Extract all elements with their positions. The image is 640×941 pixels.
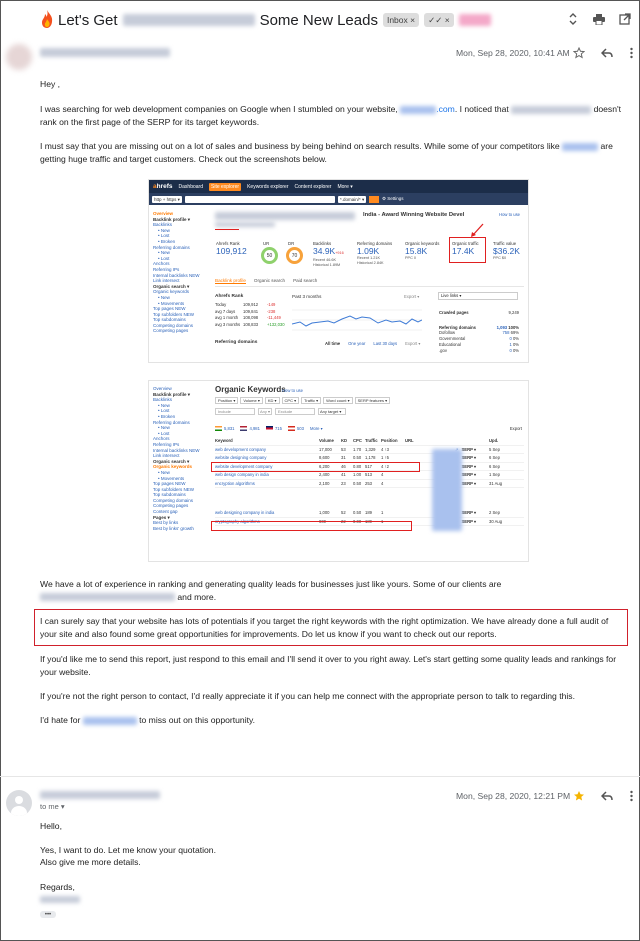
paragraph-5: If you'd like me to send this report, just respond to this email and I'll send it over to you right away. Let's start getting some quality leads and rankings for your website. bbox=[40, 654, 617, 677]
rd-percent: 69% bbox=[509, 330, 519, 335]
redacted-subject bbox=[123, 14, 255, 26]
filter-dropdown[interactable]: CPC ▾ bbox=[282, 397, 300, 404]
nav-link[interactable]: Competing pages bbox=[153, 328, 189, 334]
stat-ahrefs-rank: Ahrefs Rank 109,912 bbox=[216, 241, 247, 256]
live-links-select[interactable]: Live links ▾ bbox=[438, 292, 518, 300]
cpc-cell: 1.00 bbox=[353, 472, 362, 478]
referring-domains-title: Referring domains bbox=[215, 340, 258, 345]
column-header[interactable]: Upd. bbox=[489, 438, 499, 444]
kd-cell: 53 bbox=[341, 446, 346, 452]
redacted-site-url bbox=[215, 212, 355, 220]
keywords-header-row bbox=[215, 437, 524, 446]
country-gb[interactable] bbox=[266, 426, 282, 431]
message-separator bbox=[0, 776, 640, 777]
traffic-cell: 1,178 bbox=[365, 455, 376, 461]
nav-dashboard[interactable]: Dashboard bbox=[178, 183, 203, 190]
rd-count: 0 bbox=[509, 348, 512, 353]
subject-part-2: Some New Leads bbox=[259, 11, 378, 29]
volume-cell: 2,400 bbox=[319, 472, 330, 478]
rd-count: 758 bbox=[502, 330, 510, 335]
rank-delta: -238 bbox=[267, 308, 276, 314]
header-actions bbox=[566, 12, 632, 26]
nav-link[interactable]: Best by links bbox=[153, 520, 179, 526]
paragraph-2 bbox=[40, 140, 630, 165]
tabs-divider bbox=[215, 286, 524, 287]
position-cell: 1 ↑5 bbox=[381, 455, 389, 461]
include-exclude-bar bbox=[215, 408, 346, 415]
cpc-cell: 1.70 bbox=[353, 446, 362, 452]
nav-section-heading: Pages ▾ bbox=[153, 514, 170, 520]
filter-dropdown[interactable]: Word count ▾ bbox=[323, 397, 353, 404]
protocol-select[interactable]: http + https ▾ bbox=[152, 196, 182, 203]
serp-dropdown[interactable]: SERP ▾ bbox=[461, 510, 477, 516]
redacted-signature bbox=[40, 896, 80, 903]
red-arrow-icon bbox=[469, 223, 485, 239]
nav-link[interactable]: • New bbox=[158, 227, 170, 233]
updated-cell: 5 Sep bbox=[489, 446, 500, 452]
rank-delta: -149 bbox=[267, 302, 276, 307]
keyword-row[interactable] bbox=[215, 509, 524, 518]
position-cell: 1 bbox=[381, 510, 384, 516]
tab-one-year[interactable]: One year bbox=[348, 341, 366, 346]
ahrefs-navbar bbox=[149, 180, 528, 193]
how-to-use-link-2[interactable]: How to use bbox=[282, 388, 303, 393]
nav-link[interactable]: Competing domains bbox=[153, 497, 194, 503]
nav-section-heading: Backlink profile ▾ bbox=[153, 391, 191, 397]
nav-link[interactable]: Anchors bbox=[153, 436, 170, 442]
p1-text-c: doesn't rank on the first page of the SERP for its target keywords. bbox=[40, 104, 622, 127]
settings-link[interactable]: ⚙ Settings bbox=[382, 196, 404, 201]
stat-dr: DR bbox=[288, 241, 295, 246]
subject-part-1: Let's Get bbox=[58, 11, 118, 29]
nav-link[interactable]: Top pages NEW bbox=[153, 481, 186, 487]
volume-cell: 17,000 bbox=[319, 446, 332, 452]
nav-section-heading: Backlink profile ▾ bbox=[153, 216, 191, 222]
rd-breakdown-value bbox=[509, 348, 519, 354]
cpc-cell: 0.00 bbox=[353, 518, 362, 524]
open-new-window-icon[interactable] bbox=[618, 12, 632, 26]
star-icon[interactable] bbox=[572, 46, 586, 60]
search-button[interactable] bbox=[369, 196, 379, 203]
nav-link[interactable]: Competing pages bbox=[153, 503, 189, 509]
more-options-icon-2[interactable] bbox=[628, 789, 634, 803]
organic-traffic-highlight bbox=[449, 237, 486, 263]
keyword-row[interactable] bbox=[215, 471, 524, 480]
nav-link[interactable]: • Lost bbox=[158, 430, 170, 436]
nav-link[interactable]: Internal backlinks NEW bbox=[153, 447, 200, 453]
nav-link[interactable]: • Lost bbox=[158, 233, 170, 239]
referring-domains-breakdown: Referring domains 1,093 100% Dofollow 758 69% Governmental 0 0% Educational 1 0% .gov 0 0% bbox=[439, 325, 519, 353]
nav-keywords-explorer[interactable]: Keywords explorer bbox=[247, 183, 289, 190]
p2-text-a: I must say that you are missing out on a lot of sales and business by being behind on search results. While some of your competitors like bbox=[40, 141, 560, 151]
flag-us-icon bbox=[240, 426, 247, 431]
red-underline bbox=[215, 229, 239, 230]
nav-link[interactable]: Backlinks bbox=[153, 397, 173, 403]
tab-all-time[interactable]: All time bbox=[325, 341, 341, 346]
redacted-sender-name bbox=[40, 48, 170, 57]
redacted-website bbox=[400, 106, 436, 114]
country-ca[interactable] bbox=[288, 426, 304, 431]
paragraph-1 bbox=[40, 103, 630, 128]
row-gap bbox=[215, 488, 524, 509]
stat-organic-traffic: Organic traffic 17.4K bbox=[452, 241, 479, 256]
ahrefs-rank-table: Ahrefs Rank Today 109,912 -149 avg 7 days 109,841 -238 avg 1 month 108,098 -11,449 avg 3 months 108,833 +132,030 bbox=[215, 294, 285, 327]
column-header[interactable]: URL bbox=[405, 438, 414, 444]
rank-chart-label: Past 3 months bbox=[292, 294, 322, 299]
serp-dropdown[interactable]: SERP ▾ bbox=[461, 455, 477, 461]
nav-link[interactable]: Overview bbox=[153, 211, 174, 216]
rd-breakdown-label: Educational bbox=[439, 342, 461, 347]
export-button[interactable]: Export bbox=[509, 426, 522, 431]
filter-bar bbox=[215, 397, 390, 404]
rank-label: avg 1 month bbox=[215, 315, 239, 320]
ahrefs-left-nav-2 bbox=[149, 386, 207, 531]
tab-last-30-days[interactable]: Last 30 days bbox=[373, 341, 398, 346]
tab-paid-search[interactable]: Paid search bbox=[293, 278, 318, 283]
country-count: 715 bbox=[274, 426, 282, 431]
kd-cell: 52 bbox=[341, 510, 346, 516]
traffic-cell: 517 bbox=[365, 463, 372, 469]
nav-link[interactable]: • Movements bbox=[158, 475, 185, 481]
serp-dropdown[interactable]: SERP ▾ bbox=[461, 446, 477, 452]
ahrefs-left-nav bbox=[149, 211, 207, 334]
cpc-cell: 0.50 bbox=[353, 455, 362, 461]
nav-link[interactable]: • New bbox=[158, 250, 170, 256]
stat-backlinks: Backlinks 34.9K+916 Recent 46.6K Historical 1.89M bbox=[313, 241, 344, 267]
nav-link[interactable]: Top subdomains bbox=[153, 492, 186, 498]
redacted-urls bbox=[432, 449, 462, 531]
nav-link[interactable]: Referring IPs bbox=[153, 441, 180, 447]
updated-cell: 1 Sep bbox=[489, 472, 500, 478]
traffic-cell: 189 bbox=[365, 518, 372, 524]
volume-cell: 1,000 bbox=[319, 510, 330, 516]
ahrefs-overview-screenshot bbox=[148, 179, 529, 363]
cpc-cell: 0.50 bbox=[353, 510, 362, 516]
redacted-company-2 bbox=[83, 717, 137, 725]
p3-text-b: and more. bbox=[177, 591, 217, 602]
kd-cell: 23 bbox=[341, 480, 346, 486]
paragraph-4: I can surely say that your website has lots of potentials if you target the right keywords with the right optimization. We have already done a full audit of your site and also found some great opportunities for improvements. Do let us know if you want to check out our reports. bbox=[40, 616, 609, 639]
redacted-competitor bbox=[562, 143, 598, 151]
paragraph-3 bbox=[40, 578, 630, 603]
tab-backlink-profile[interactable]: Backlink profile bbox=[215, 278, 246, 283]
reply-actions bbox=[572, 789, 634, 803]
mode-select[interactable]: *.domain/* ▾ bbox=[340, 196, 365, 202]
filter-dropdown[interactable]: KD ▾ bbox=[265, 397, 280, 404]
country-us[interactable] bbox=[240, 426, 259, 431]
country-count: 4,981 bbox=[249, 426, 260, 431]
referring-domains-tabs bbox=[325, 341, 420, 346]
nav-link[interactable]: • New bbox=[158, 469, 170, 475]
rank-label: avg 7 days bbox=[215, 308, 236, 314]
nav-link[interactable]: Overview bbox=[153, 386, 172, 391]
kd-cell: 31 bbox=[341, 455, 346, 461]
keyword-cell[interactable]: website designing company bbox=[215, 455, 267, 461]
ahrefs-search-row bbox=[149, 193, 528, 205]
nav-link[interactable]: • Broken bbox=[158, 413, 176, 419]
position-cell: 4 ↑2 bbox=[381, 463, 389, 469]
rank-value: 108,833 bbox=[243, 321, 259, 327]
show-trimmed-content-button[interactable]: ••• bbox=[40, 911, 56, 918]
nav-link[interactable]: Top subdomains bbox=[153, 317, 186, 323]
serp-dropdown[interactable]: SERP ▾ bbox=[461, 480, 477, 486]
message-date: Mon, Sep 28, 2020, 10:41 AM bbox=[456, 48, 570, 58]
stat-ur: UR bbox=[263, 241, 270, 246]
nav-more[interactable]: More ▾ bbox=[337, 183, 353, 190]
exclude-input[interactable]: Exclude bbox=[275, 408, 315, 415]
volume-cell: 2,100 bbox=[319, 480, 330, 486]
reply-regards: Regards, bbox=[40, 882, 75, 892]
recipient-details[interactable]: to me ▾ bbox=[40, 802, 65, 811]
rank-delta: -11,449 bbox=[267, 315, 281, 320]
url-input[interactable] bbox=[185, 196, 335, 203]
redacted-label bbox=[459, 14, 491, 26]
crawled-pages-row: Crawled pages 9,249 bbox=[439, 310, 519, 315]
rank-value: 109,912 bbox=[243, 302, 259, 307]
dr-donut: 70 bbox=[286, 247, 303, 264]
tab-organic-search[interactable]: Organic search bbox=[253, 278, 286, 283]
print-icon[interactable] bbox=[592, 12, 606, 26]
reply-line-2: Also give me more details. bbox=[40, 857, 141, 867]
serp-dropdown[interactable]: SERP ▾ bbox=[461, 472, 477, 478]
position-cell: 4 bbox=[381, 480, 384, 486]
reply-line-1: Yes, I want to do. Let me know your quotation. bbox=[40, 845, 216, 855]
email-subject bbox=[40, 10, 491, 30]
flag-gb-icon bbox=[266, 426, 273, 431]
nav-content-explorer[interactable]: Content explorer bbox=[294, 183, 332, 190]
rank-row bbox=[215, 322, 285, 329]
p3-text-a: We have a lot of experience in ranking and generating quality leads for businesses just like yours. Some of our clients are bbox=[40, 579, 502, 589]
filter-dropdown[interactable]: SERP features ▾ bbox=[355, 397, 391, 404]
nav-link[interactable]: Link intersect bbox=[153, 453, 180, 459]
country-in[interactable] bbox=[215, 426, 234, 431]
rd-breakdown-label: Dofollow bbox=[439, 330, 456, 335]
keyword-cell[interactable]: encryption algorithms bbox=[215, 480, 255, 486]
nav-link[interactable]: Referring IPs bbox=[153, 266, 180, 272]
updated-cell: 30 Aug bbox=[489, 518, 503, 524]
keyword-cell[interactable]: web design company in india bbox=[215, 472, 269, 478]
rank-export-button[interactable]: Export ▾ bbox=[404, 294, 420, 299]
paragraph-7 bbox=[40, 714, 630, 727]
nav-link[interactable]: • Broken bbox=[158, 238, 176, 244]
nav-link[interactable]: • New bbox=[158, 294, 170, 300]
website-link[interactable]: .com bbox=[436, 104, 455, 114]
starred-icon[interactable] bbox=[572, 789, 586, 803]
rank-delta: +132,030 bbox=[267, 321, 285, 327]
traffic-cell: 1,329 bbox=[365, 446, 376, 452]
country-count: 503 bbox=[296, 426, 304, 431]
nav-link[interactable]: Organic keywords bbox=[153, 464, 193, 470]
stat-traffic-value: Traffic value $36.2K PPC $0 bbox=[493, 241, 520, 260]
ur-donut: 50 bbox=[261, 247, 278, 264]
rd-percent: 0% bbox=[511, 336, 519, 341]
nav-link[interactable]: Top pages NEW bbox=[153, 306, 186, 312]
filter-dropdown[interactable]: Volume ▾ bbox=[240, 397, 262, 404]
site-title: India - Award Winning Website Devel bbox=[363, 212, 465, 218]
nav-link[interactable]: Content gap bbox=[153, 509, 178, 515]
traffic-cell: 253 bbox=[365, 480, 372, 486]
overview-tabs bbox=[215, 278, 317, 284]
target-select[interactable]: Any target ▾ bbox=[318, 408, 346, 415]
flag-in-icon bbox=[215, 426, 222, 431]
kd-cell: 22 bbox=[341, 518, 346, 524]
kd-cell: 41 bbox=[341, 472, 346, 478]
updated-cell: 2 Sep bbox=[489, 510, 500, 516]
nav-link[interactable]: • New bbox=[158, 402, 170, 408]
position-cell: 1 bbox=[381, 518, 384, 524]
keyword-row[interactable] bbox=[215, 480, 524, 489]
p2-text-b: are getting huge traffic and target customers. Check out the screenshots below. bbox=[40, 141, 613, 164]
nav-section-heading: Organic search ▾ bbox=[153, 458, 190, 464]
keyword-row[interactable] bbox=[215, 446, 524, 455]
keyword-cell[interactable]: web designing company in india bbox=[215, 510, 275, 516]
volume-cell: 8,600 bbox=[319, 455, 330, 461]
nav-link[interactable]: Best by links' growth bbox=[153, 525, 194, 531]
p1-text-a: I was searching for web development companies on Google when I stumbled on your website, bbox=[40, 104, 398, 114]
stat-organic-keywords: Organic keywords 15.8K PPC 0 bbox=[405, 241, 440, 260]
nav-site-explorer[interactable]: Site explorer bbox=[211, 183, 240, 190]
rank-trend-chart bbox=[292, 302, 422, 338]
country-filter bbox=[215, 426, 323, 431]
column-header[interactable]: Traffic bbox=[365, 438, 378, 444]
rd-breakdown-row bbox=[439, 348, 519, 354]
reply-icon-2[interactable] bbox=[600, 789, 614, 803]
include-input[interactable]: Include bbox=[215, 408, 255, 415]
column-header[interactable]: Position bbox=[381, 438, 398, 444]
reply-hello: Hello, bbox=[40, 821, 62, 831]
rank-label: Today bbox=[215, 302, 227, 307]
nav-link[interactable]: Link intersect bbox=[153, 278, 180, 284]
updated-cell: 6 Sep bbox=[489, 455, 500, 461]
nav-link[interactable]: Referring domains bbox=[153, 419, 190, 425]
country-more[interactable] bbox=[310, 426, 323, 431]
keyword-highlight-2 bbox=[211, 518, 412, 531]
nav-link[interactable]: Referring domains bbox=[153, 244, 190, 250]
position-cell: 4 ↑3 bbox=[381, 446, 389, 452]
rd-breakdown-label: .gov bbox=[439, 348, 447, 353]
p7-text-a: I'd hate for bbox=[40, 715, 81, 725]
keyword-cell[interactable]: website development company bbox=[215, 463, 273, 469]
country-count: More ▾ bbox=[309, 426, 323, 431]
nav-section-heading: Organic search ▾ bbox=[153, 283, 190, 289]
keywords-table bbox=[215, 437, 524, 526]
expand-collapse-icon[interactable] bbox=[566, 12, 580, 26]
column-header[interactable]: Volume bbox=[319, 438, 334, 444]
reply-sender-avatar[interactable] bbox=[6, 790, 32, 816]
paragraph-6: If you're not the right person to contact, I'd really appreciate it if you can help me connect with the appropriate person to talk to regarding this. bbox=[40, 691, 575, 701]
label-inbox[interactable]: Inbox × bbox=[383, 13, 419, 27]
greeting-text: Hey , bbox=[40, 79, 61, 89]
p7-text-b: to miss out on this opportunity. bbox=[139, 715, 256, 725]
nav-link[interactable]: Competing domains bbox=[153, 322, 194, 328]
redacted-subtitle bbox=[215, 222, 275, 227]
updated-cell: 6 Sep bbox=[489, 463, 500, 469]
rd-count: 0 bbox=[509, 336, 512, 341]
cpc-cell: 0.50 bbox=[353, 480, 362, 486]
filter-dropdown[interactable]: Traffic ▾ bbox=[301, 397, 321, 404]
serp-dropdown[interactable]: SERP ▾ bbox=[461, 463, 477, 469]
keyword-highlight-1 bbox=[211, 462, 420, 472]
nav-link[interactable]: • Lost bbox=[158, 408, 170, 414]
nav-link[interactable]: Top subfolders NEW bbox=[153, 311, 195, 317]
nav-link[interactable]: • Lost bbox=[158, 255, 170, 261]
rd-count: 1 bbox=[509, 342, 512, 347]
how-to-use-link[interactable]: How to use bbox=[499, 212, 520, 217]
updated-cell: 31 Aug bbox=[489, 480, 503, 486]
nav-link[interactable]: Organic keywords bbox=[153, 289, 190, 295]
ahrefs-organic-keywords-screenshot bbox=[148, 380, 529, 562]
reply-icon[interactable] bbox=[600, 46, 614, 60]
nav-link[interactable]: • New bbox=[158, 425, 170, 431]
redacted-company bbox=[511, 106, 591, 114]
nav-link[interactable]: Anchors bbox=[153, 261, 170, 267]
column-header[interactable]: Keyword bbox=[215, 438, 233, 444]
message-actions bbox=[572, 46, 634, 60]
ahrefs-logo: ahrefs bbox=[153, 183, 173, 190]
rd-percent: 0% bbox=[511, 342, 519, 347]
kd-cell: 46 bbox=[341, 463, 346, 469]
label-custom[interactable]: ✓✓ × bbox=[424, 13, 454, 27]
column-header[interactable]: KD bbox=[341, 438, 348, 444]
traffic-cell: 513 bbox=[365, 472, 372, 478]
nav-link[interactable]: • Movements bbox=[158, 300, 185, 306]
filter-dropdown[interactable]: Position ▾ bbox=[215, 397, 238, 404]
redacted-clients bbox=[40, 593, 175, 601]
sender-avatar[interactable] bbox=[6, 44, 32, 70]
column-header[interactable]: CPC bbox=[353, 438, 362, 444]
rank-value: 109,841 bbox=[243, 308, 259, 314]
keyword-cell[interactable]: web development company bbox=[215, 446, 266, 452]
nav-link[interactable]: Top subfolders NEW bbox=[153, 486, 195, 492]
rd-breakdown-label: Governmental bbox=[439, 336, 466, 341]
volume-cell: 900 bbox=[319, 518, 326, 524]
rank-value: 108,098 bbox=[243, 315, 259, 320]
include-mode-select[interactable]: Any ▾ bbox=[260, 409, 271, 414]
organic-keywords-title: Organic Keywords bbox=[215, 385, 286, 394]
flag-ca-icon bbox=[288, 426, 295, 431]
more-options-icon[interactable] bbox=[628, 46, 634, 60]
reply-date: Mon, Sep 28, 2020, 12:21 PM bbox=[456, 791, 571, 801]
country-count: 5,831 bbox=[224, 426, 235, 431]
cpc-cell: 0.80 bbox=[353, 463, 362, 469]
rd-percent: 0% bbox=[511, 348, 519, 353]
p1-text-b: . I noticed that bbox=[454, 104, 509, 114]
volume-cell: 6,200 bbox=[319, 463, 330, 469]
serp-dropdown[interactable]: SERP ▾ bbox=[461, 518, 477, 524]
nav-link[interactable]: Backlinks bbox=[153, 222, 173, 228]
rank-label: avg 3 months bbox=[215, 321, 241, 327]
redacted-reply-sender bbox=[40, 791, 160, 799]
traffic-cell: 189 bbox=[365, 510, 372, 516]
ref-export-button[interactable]: Export ▾ bbox=[405, 341, 421, 346]
position-cell: 4 bbox=[381, 472, 384, 478]
stat-referring-domains: Referring domains 1.09K Recent 1.21K Historical 2.84K bbox=[357, 241, 393, 265]
nav-link[interactable]: Internal backlinks NEW bbox=[153, 272, 200, 278]
keyword-cell[interactable]: cryptography algorithms bbox=[215, 518, 260, 524]
